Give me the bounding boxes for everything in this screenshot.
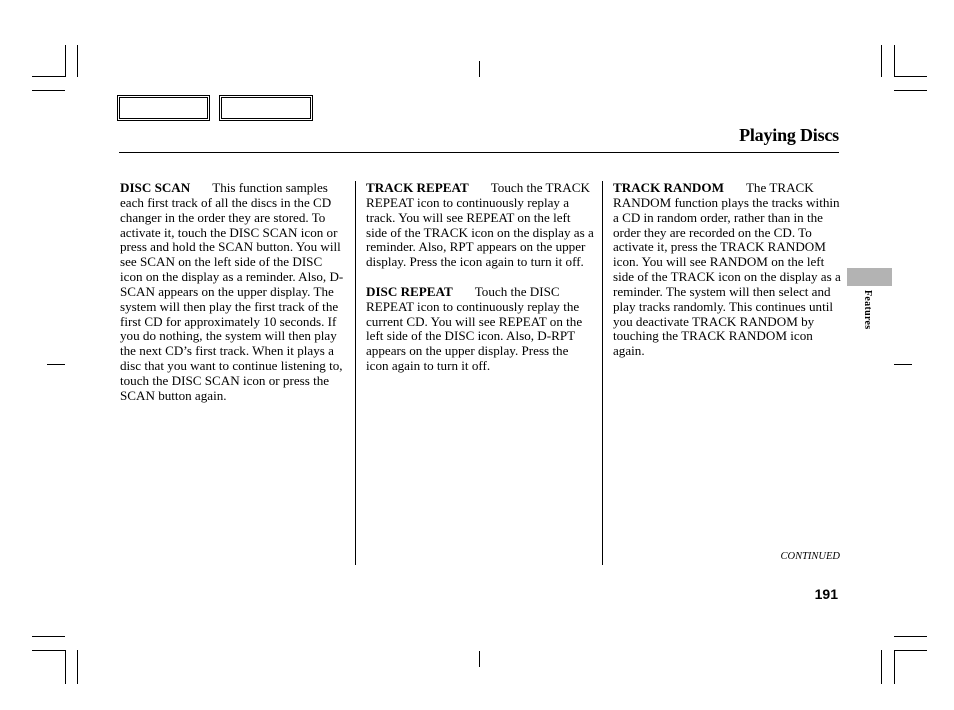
page-title: Playing Discs [739, 125, 839, 145]
header-tab-box-2 [219, 95, 313, 121]
term-track-random: TRACK RANDOM [613, 180, 724, 195]
column-divider-1 [355, 181, 356, 565]
section-tab-label: Features [862, 290, 873, 330]
continued-note: CONTINUED [780, 551, 840, 562]
paragraph-disc-repeat [366, 285, 594, 374]
term-disc-repeat: DISC REPEAT [366, 283, 453, 299]
term-disc-scan: DISC SCAN [120, 180, 191, 195]
paragraph-track-random [613, 181, 841, 359]
title-rule [119, 152, 839, 153]
text-column-1 [120, 181, 346, 419]
column-divider-2 [602, 181, 603, 565]
desc-track-repeat: Touch the TRACK REPEAT icon to continuously replay a track. You will see REPEAT on the left side of the TRACK icon on the display as a reminder. Also, RPT appears on the upper display. Press the icon again to turn it off. [366, 180, 594, 270]
term-track-repeat: TRACK REPEAT [366, 180, 469, 195]
desc-disc-scan: This function samples each first track of all the discs in the CD changer in the order they are stored. To activate it, touch the DISC SCAN icon or press and hold the SCAN button. You will see SCAN on the left side of the DISC icon on the display as a reminder. Also, D-SCAN appears on the upper display. The system will then play the first track of the first CD for approximately 10 seconds. If you do nothing, the system will then play the next CD’s first track. When it plays a disc that you want to continue listening to, touch the DISC SCAN icon or press the SCAN button again. [120, 180, 344, 403]
paragraph-disc-scan [120, 181, 346, 404]
section-tab [847, 268, 892, 286]
header-tab-box-1 [117, 95, 210, 121]
page-number: 191 [814, 586, 838, 602]
text-column-3 [613, 181, 841, 374]
desc-disc-repeat: Touch the DISC REPEAT icon to continuously replay the current CD. You will see REPEAT on the left side of the DISC icon. Also, D-RPT appears on the upper display. Press the icon again to turn it off. [366, 283, 583, 374]
text-column-2 [366, 181, 594, 389]
desc-track-random: The TRACK RANDOM function plays the tracks within a CD in random order, rather than in the order they are recorded on the CD. To activate it, press the TRACK RANDOM icon. You will see RANDOM on the left side of the TRACK icon on the display as a reminder. The system will then select and play tracks randomly. This continues until you deactivate TRACK RANDOM by touching the TRACK RANDOM icon again. [613, 180, 841, 359]
paragraph-track-repeat [366, 181, 594, 270]
